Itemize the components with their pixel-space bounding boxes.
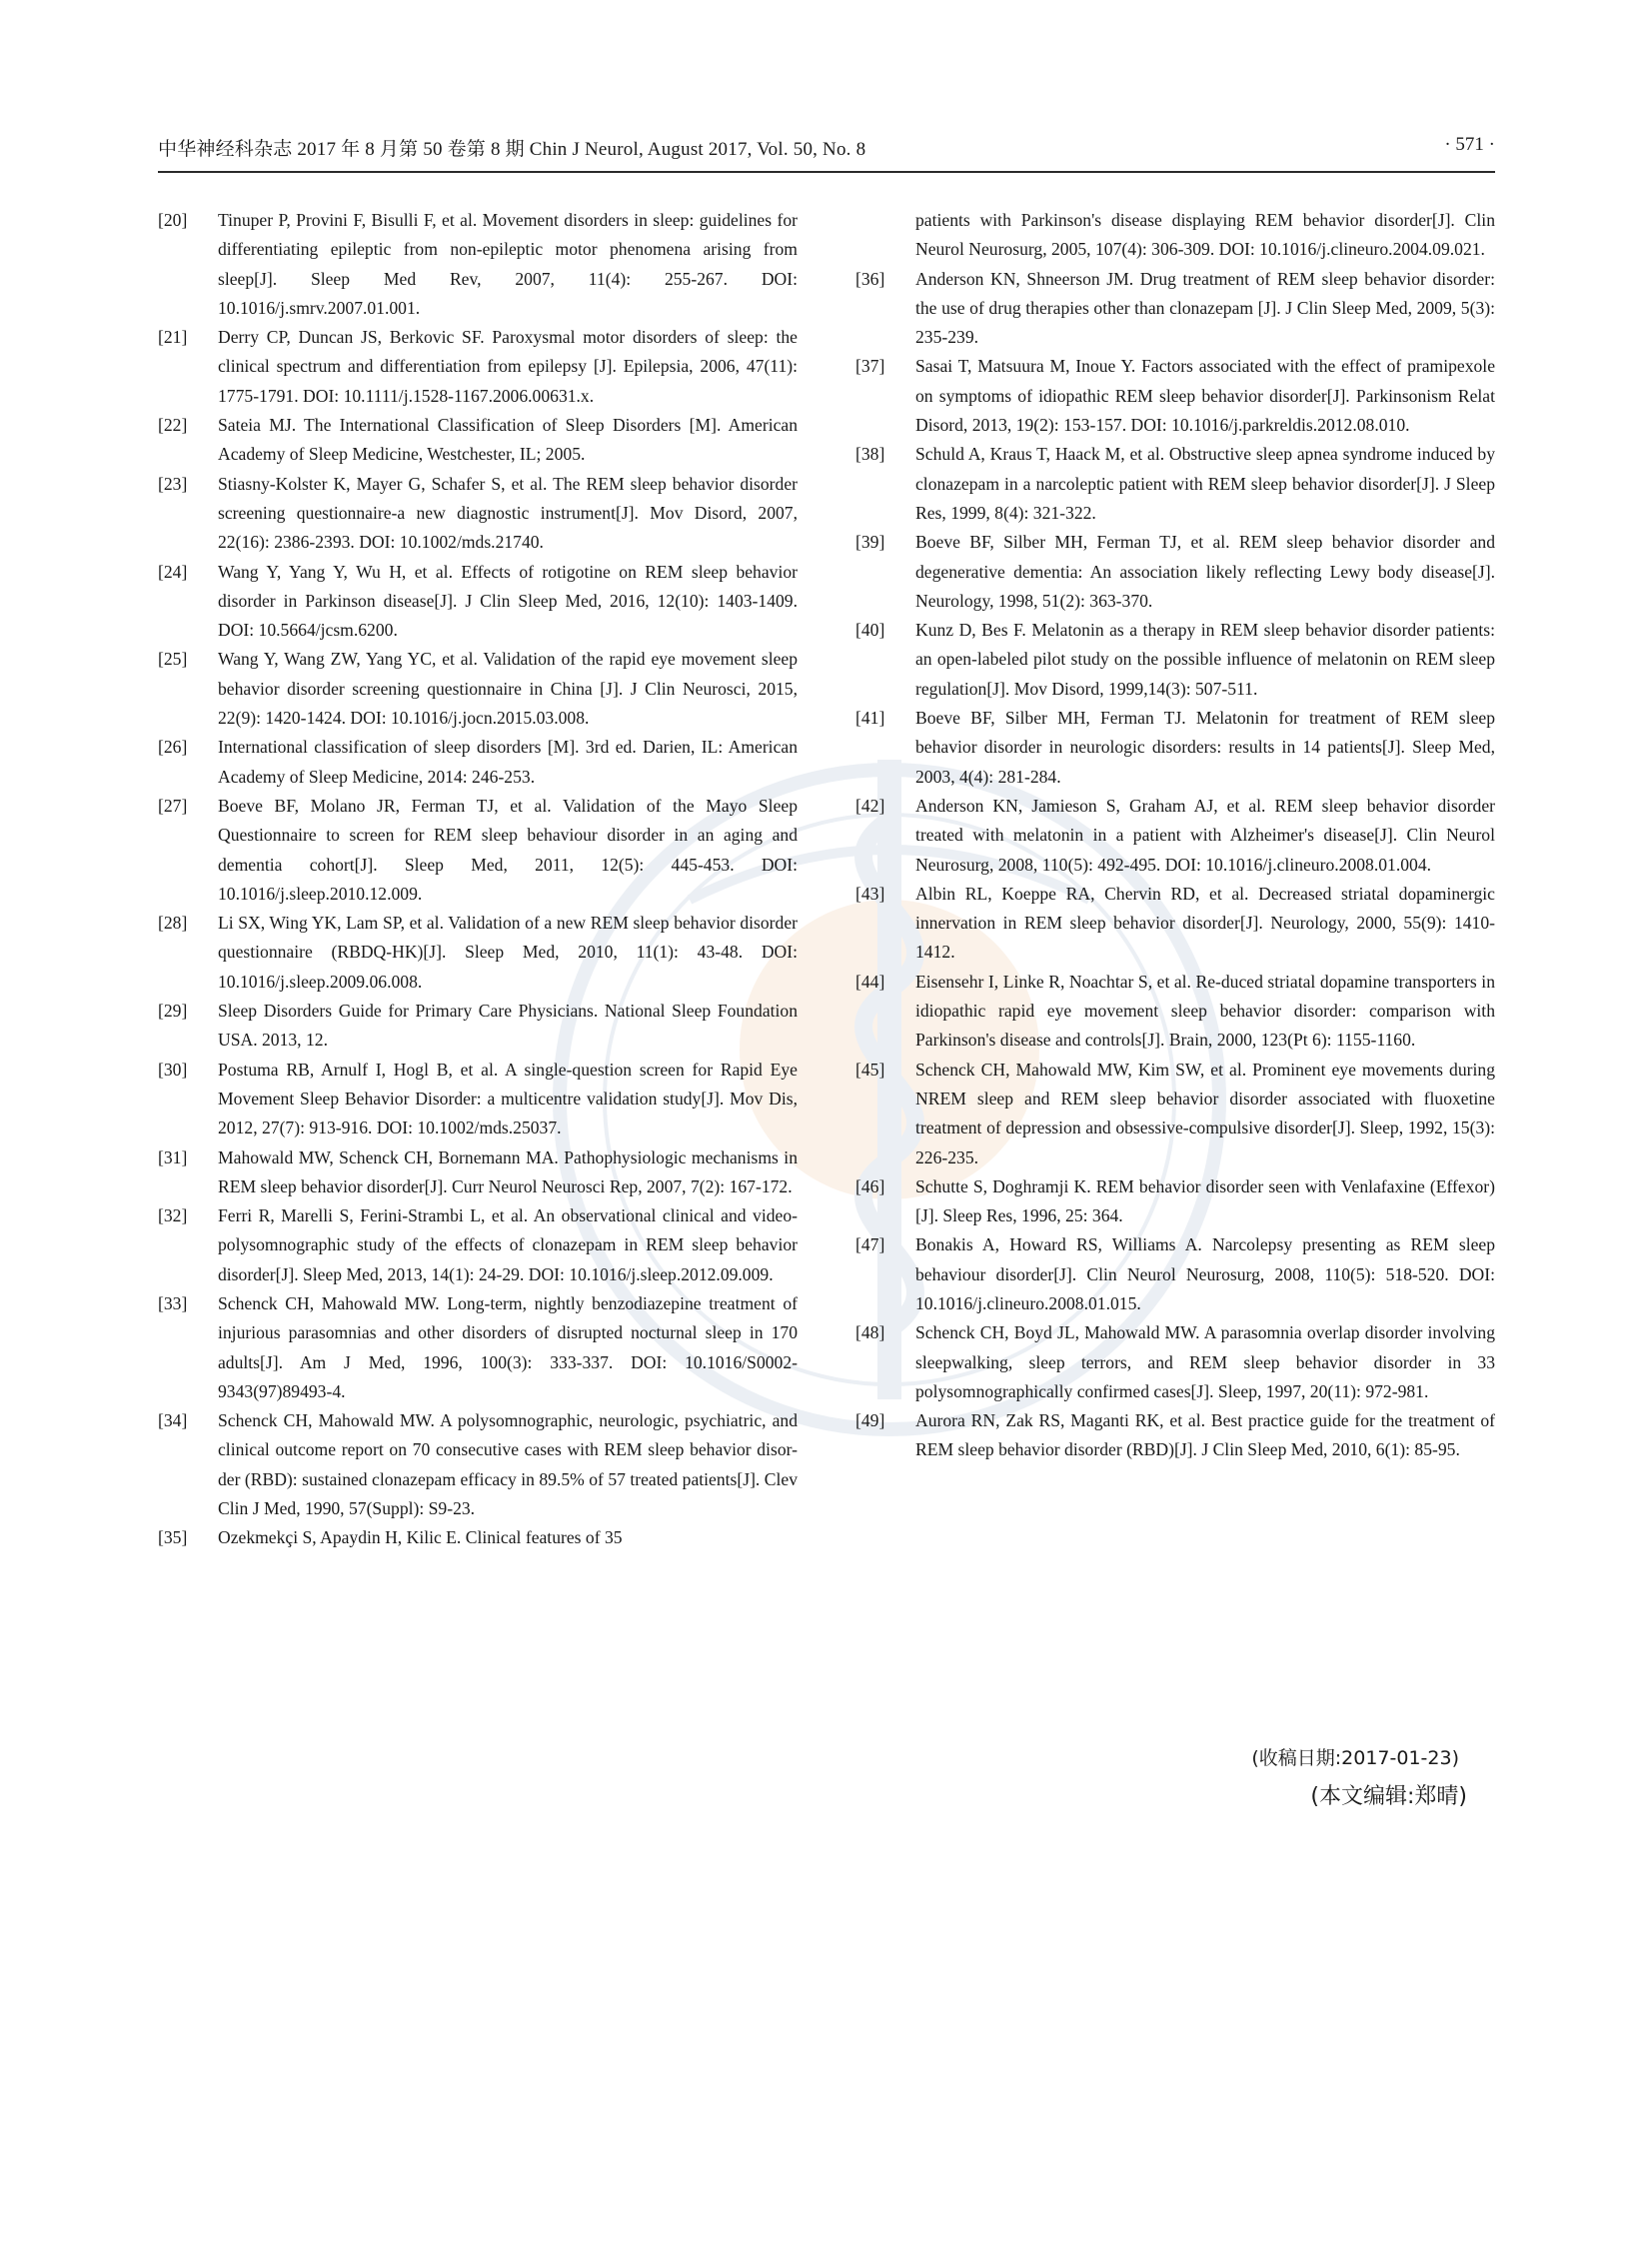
reference-text: Derry CP, Duncan JS, Berkovic SF. Paroxysmal motor disorders of sleep: the clinical spectrum and differentiation from epilepsy [J]. Epilepsia, 2006, 47(11): 1775-1791. DOI: 10.1111/j.1528-1167.2006.00631.x. [218, 327, 798, 406]
reference-number: [24] [158, 561, 188, 582]
reference-text: Schuld A, Kraus T, Haack M, et al. Obstructive sleep apnea syndrome induced by clonazepam in a narcoleptic patient with REM sleep behavior disorder[J]. J Sleep Res, 1999, 8(4): 321-322. [915, 444, 1495, 523]
reference-item [158, 1143, 798, 1202]
reference-item [158, 792, 798, 909]
reference-number: [33] [158, 1292, 188, 1313]
reference-number: [32] [158, 1205, 188, 1226]
received-date: (收稿日期:2017-01-23) [1251, 1747, 1459, 1769]
reference-number: [28] [158, 913, 188, 934]
reference-column-right [855, 206, 1495, 1465]
reference-column-left [158, 206, 798, 1553]
reference-text: Schenck CH, Mahowald MW. Long-term, nightly benzodiazepine treatment of injurious parasomnias and other disorders of disrupted nocturnal sleep in 170 adults[J]. Am J Med, 1996, 100(3): 333-337. DOI: 10.1016/S0002-9343(97)89493-4. [218, 1292, 798, 1401]
reference-item [855, 1230, 1495, 1318]
reference-number: [37] [855, 356, 885, 377]
reference-item [855, 792, 1495, 880]
reference-item [158, 645, 798, 733]
reference-item [158, 1406, 798, 1523]
reference-item [158, 1523, 798, 1552]
reference-text: Mahowald MW, Schenck CH, Bornemann MA. Pathophysiologic mechanisms in REM sleep behavior disorder[J]. Curr Neurol Neurosci Rep, 2007, 7(2): 167-172. [218, 1146, 798, 1196]
reference-text: Postuma RB, Arnulf I, Hogl B, et al. A single-question screen for Rapid Eye Movement Sleep Behavior Disorder: a multicentre validation study[J]. Mov Dis, 2012, 27(7): 913-916. DOI: 10.1002/mds.25037. [218, 1059, 798, 1138]
reference-item [158, 1201, 798, 1289]
reference-number: [25] [158, 649, 188, 670]
reference-number: [49] [855, 1410, 885, 1431]
page-number: · 571 · [1444, 134, 1495, 155]
reference-number: [27] [158, 795, 188, 816]
reference-text: Wang Y, Yang Y, Wu H, et al. Effects of rotigotine on REM sleep behavior disorder in Parkinson disease[J]. J Clin Sleep Med, 2016, 12(10): 1403-1409. DOI: 10.5664/jcsm.6200. [218, 561, 798, 641]
reference-number: [30] [158, 1059, 188, 1080]
reference-item [158, 733, 798, 792]
reference-number: [36] [855, 268, 885, 289]
reference-item [855, 1056, 1495, 1172]
reference-text: Tinuper P, Provini F, Bisulli F, et al. Movement disorders in sleep: guidelines for differentiating epileptic from non-epileptic motor phenomena arising from sleep[J]. Sleep Med Rev, 2007, 11(4): 255-267. DOI: 10.1016/j.smrv.2007.01.001. [218, 210, 798, 318]
reference-item [855, 440, 1495, 528]
reference-item [855, 265, 1495, 353]
reference-item [158, 558, 798, 646]
reference-text: Anderson KN, Shneerson JM. Drug treatment of REM sleep behavior disorder: the use of drug therapies other than clonazepam [J]. J Clin Sleep Med, 2009, 5(3): 235-239. [915, 268, 1495, 348]
reference-text: Eisensehr I, Linke R, Noachtar S, et al. Re-duced striatal dopamine transporters in idiopathic rapid eye movement sleep behavior disorder: comparison with Parkinson's disease and controls[J]. Brain, 2000, 123(Pt 6): 1155-1160. [915, 971, 1495, 1051]
reference-text: Stiasny-Kolster K, Mayer G, Schafer S, et al. The REM sleep behavior disorder screening questionnaire-a new diagnostic instrument[J]. Mov Disord, 2007, 22(16): 2386-2393. DOI: 10.1002/mds.21740. [218, 473, 798, 553]
reference-number: [21] [158, 327, 188, 348]
editor-credit: (本文编辑:郑晴) [1310, 1784, 1467, 1809]
reference-number: [22] [158, 415, 188, 436]
reference-number: [39] [855, 532, 885, 553]
reference-continuation [855, 206, 1495, 265]
reference-text: Albin RL, Koeppe RA, Chervin RD, et al. Decreased striatal dopaminergic innervation in REM sleep behavior disorder[J]. Neurology, 2000, 55(9): 1410-1412. [915, 883, 1495, 963]
reference-number: [47] [855, 1234, 885, 1255]
reference-item [158, 1056, 798, 1143]
reference-item [855, 880, 1495, 968]
reference-text: Schenck CH, Boyd JL, Mahowald MW. A parasomnia overlap disorder involving sleepwalking, sleep terrors, and REM sleep behavior disorder in 33 polysomnographically confirmed cases[J]. Sleep, 1997, 20(11): 972-981. [915, 1322, 1495, 1401]
reference-text: Bonakis A, Howard RS, Williams A. Narcolepsy presenting as REM sleep behaviour disorder[J]. Clin Neurol Neurosurg, 2008, 110(5): 518-520. DOI: 10.1016/j.clineuro.2008.01.015. [915, 1234, 1495, 1313]
header-rule [158, 171, 1495, 173]
reference-item [855, 968, 1495, 1056]
reference-item [158, 909, 798, 997]
reference-number: [46] [855, 1175, 885, 1196]
reference-number: [35] [158, 1527, 188, 1548]
reference-text: Boeve BF, Molano JR, Ferman TJ, et al. Validation of the Mayo Sleep Questionnaire to screen for REM sleep behaviour disorder in an aging and dementia cohort[J]. Sleep Med, 2011, 12(5): 445-453. DOI: 10.1016/j.sleep.2010.12.009. [218, 795, 798, 904]
reference-number: [26] [158, 737, 188, 758]
reference-number: [31] [158, 1146, 188, 1167]
journal-citation-line: 中华神经科杂志 2017 年 8 月第 50 卷第 8 期 Chin J Neurol, August 2017, Vol. 50, No. 8 [158, 139, 866, 160]
reference-number: [38] [855, 444, 885, 465]
reference-item [855, 1172, 1495, 1231]
reference-item [855, 1406, 1495, 1465]
reference-text: patients with Parkinson's disease displaying REM behavior disorder[J]. Clin Neurol Neurosurg, 2005, 107(4): 306-309. DOI: 10.1016/j.clineuro.2004.09.021. [915, 210, 1495, 260]
reference-text: Sasai T, Matsuura M, Inoue Y. Factors associated with the effect of pramipexole on symptoms of idiopathic REM sleep behavior disorder[J]. Parkinsonism Relat Disord, 2013, 19(2): 153-157. DOI: 10.1016/j.parkreldis.2012.08.010. [915, 356, 1495, 436]
reference-number: [45] [855, 1059, 885, 1080]
reference-number: [34] [158, 1410, 188, 1431]
reference-number: [40] [855, 620, 885, 641]
reference-text: Schenck CH, Mahowald MW. A polysomnographic, neurologic, psychiatric, and clinical outcome report on 70 consecutive cases with REM sleep behavior disor-der (RBD): sustained clonazepam efficacy in 89.5% of 57 treated patients[J]. Clev Clin J Med, 1990, 57(Suppl): S9-23. [218, 1410, 798, 1519]
reference-item [158, 206, 798, 323]
reference-text: Sateia MJ. The International Classification of Sleep Disorders [M]. American Academy of Sleep Medicine, Westchester, IL; 2005. [218, 415, 798, 465]
reference-number: [41] [855, 708, 885, 729]
reference-item [855, 616, 1495, 704]
reference-text: Ferri R, Marelli S, Ferini-Strambi L, et al. An observational clinical and video-polysomnographic study of the effects of clonazepam in REM sleep behavior disorder[J]. Sleep Med, 2013, 14(1): 24-29. DOI: 10.1016/j.sleep.2012.09.009. [218, 1205, 798, 1284]
reference-item [855, 704, 1495, 792]
reference-item [158, 411, 798, 470]
reference-item [158, 470, 798, 558]
reference-number: [43] [855, 883, 885, 904]
reference-text: Anderson KN, Jamieson S, Graham AJ, et al. REM sleep behavior disorder treated with melatonin in a patient with Alzheimer's disease[J]. Clin Neurol Neurosurg, 2008, 110(5): 492-495. DOI: 10.1016/j.clineuro.2008.01.004. [915, 795, 1495, 875]
reference-item [855, 528, 1495, 616]
reference-item [158, 323, 798, 411]
reference-item [158, 997, 798, 1056]
reference-number: [20] [158, 210, 188, 230]
reference-number: [29] [158, 1001, 188, 1022]
reference-text: Kunz D, Bes F. Melatonin as a therapy in REM sleep behavior disorder patients: an open-labeled pilot study on the possible influence of melatonin on REM sleep regulation[J]. Mov Disord, 1999,14(3): 507-511. [915, 620, 1495, 699]
reference-text: Schutte S, Doghramji K. REM behavior disorder seen with Venlafaxine (Effexor)[J]. Sleep Res, 1996, 25: 364. [915, 1175, 1495, 1226]
reference-number: [44] [855, 971, 885, 992]
reference-item [855, 352, 1495, 440]
reference-text: Ozekmekçi S, Apaydin H, Kilic E. Clinical features of 35 [218, 1527, 623, 1548]
reference-number: [23] [158, 473, 188, 494]
reference-text: Sleep Disorders Guide for Primary Care Physicians. National Sleep Foundation USA. 2013, 12. [218, 1001, 798, 1051]
reference-text: Schenck CH, Mahowald MW, Kim SW, et al. Prominent eye movements during NREM sleep and REM sleep behavior disorder associated with fluoxetine treatment of depression and obsessive-compulsive disorder[J]. Sleep, 1992, 15(3): 226-235. [915, 1059, 1495, 1167]
reference-text: Boeve BF, Silber MH, Ferman TJ. Melatonin for treatment of REM sleep behavior disorder in neurologic disorders: results in 14 patients[J]. Sleep Med, 2003, 4(4): 281-284. [915, 708, 1495, 787]
reference-text: Wang Y, Wang ZW, Yang YC, et al. Validation of the rapid eye movement sleep behavior disorder screening questionnaire in China [J]. J Clin Neurosci, 2015, 22(9): 1420-1424. DOI: 10.1016/j.jocn.2015.03.008. [218, 649, 798, 729]
reference-text: Li SX, Wing YK, Lam SP, et al. Validation of a new REM sleep behavior disorder questionnaire (RBDQ-HK)[J]. Sleep Med, 2010, 11(1): 43-48. DOI: 10.1016/j.sleep.2009.06.008. [218, 913, 798, 992]
reference-item [855, 1318, 1495, 1406]
reference-number: [42] [855, 795, 885, 816]
reference-text: Aurora RN, Zak RS, Maganti RK, et al. Best practice guide for the treatment of REM sleep behavior disorder (RBD)[J]. J Clin Sleep Med, 2010, 6(1): 85-95. [915, 1410, 1495, 1460]
reference-text: International classification of sleep disorders [M]. 3rd ed. Darien, IL: American Academy of Sleep Medicine, 2014: 246-253. [218, 737, 798, 787]
reference-item [158, 1289, 798, 1406]
reference-text: Boeve BF, Silber MH, Ferman TJ, et al. REM sleep behavior disorder and degenerative dementia: An association likely reflecting Lewy body disease[J]. Neurology, 1998, 51(2): 363-370. [915, 532, 1495, 611]
running-header [158, 134, 1495, 172]
reference-number: [48] [855, 1322, 885, 1343]
